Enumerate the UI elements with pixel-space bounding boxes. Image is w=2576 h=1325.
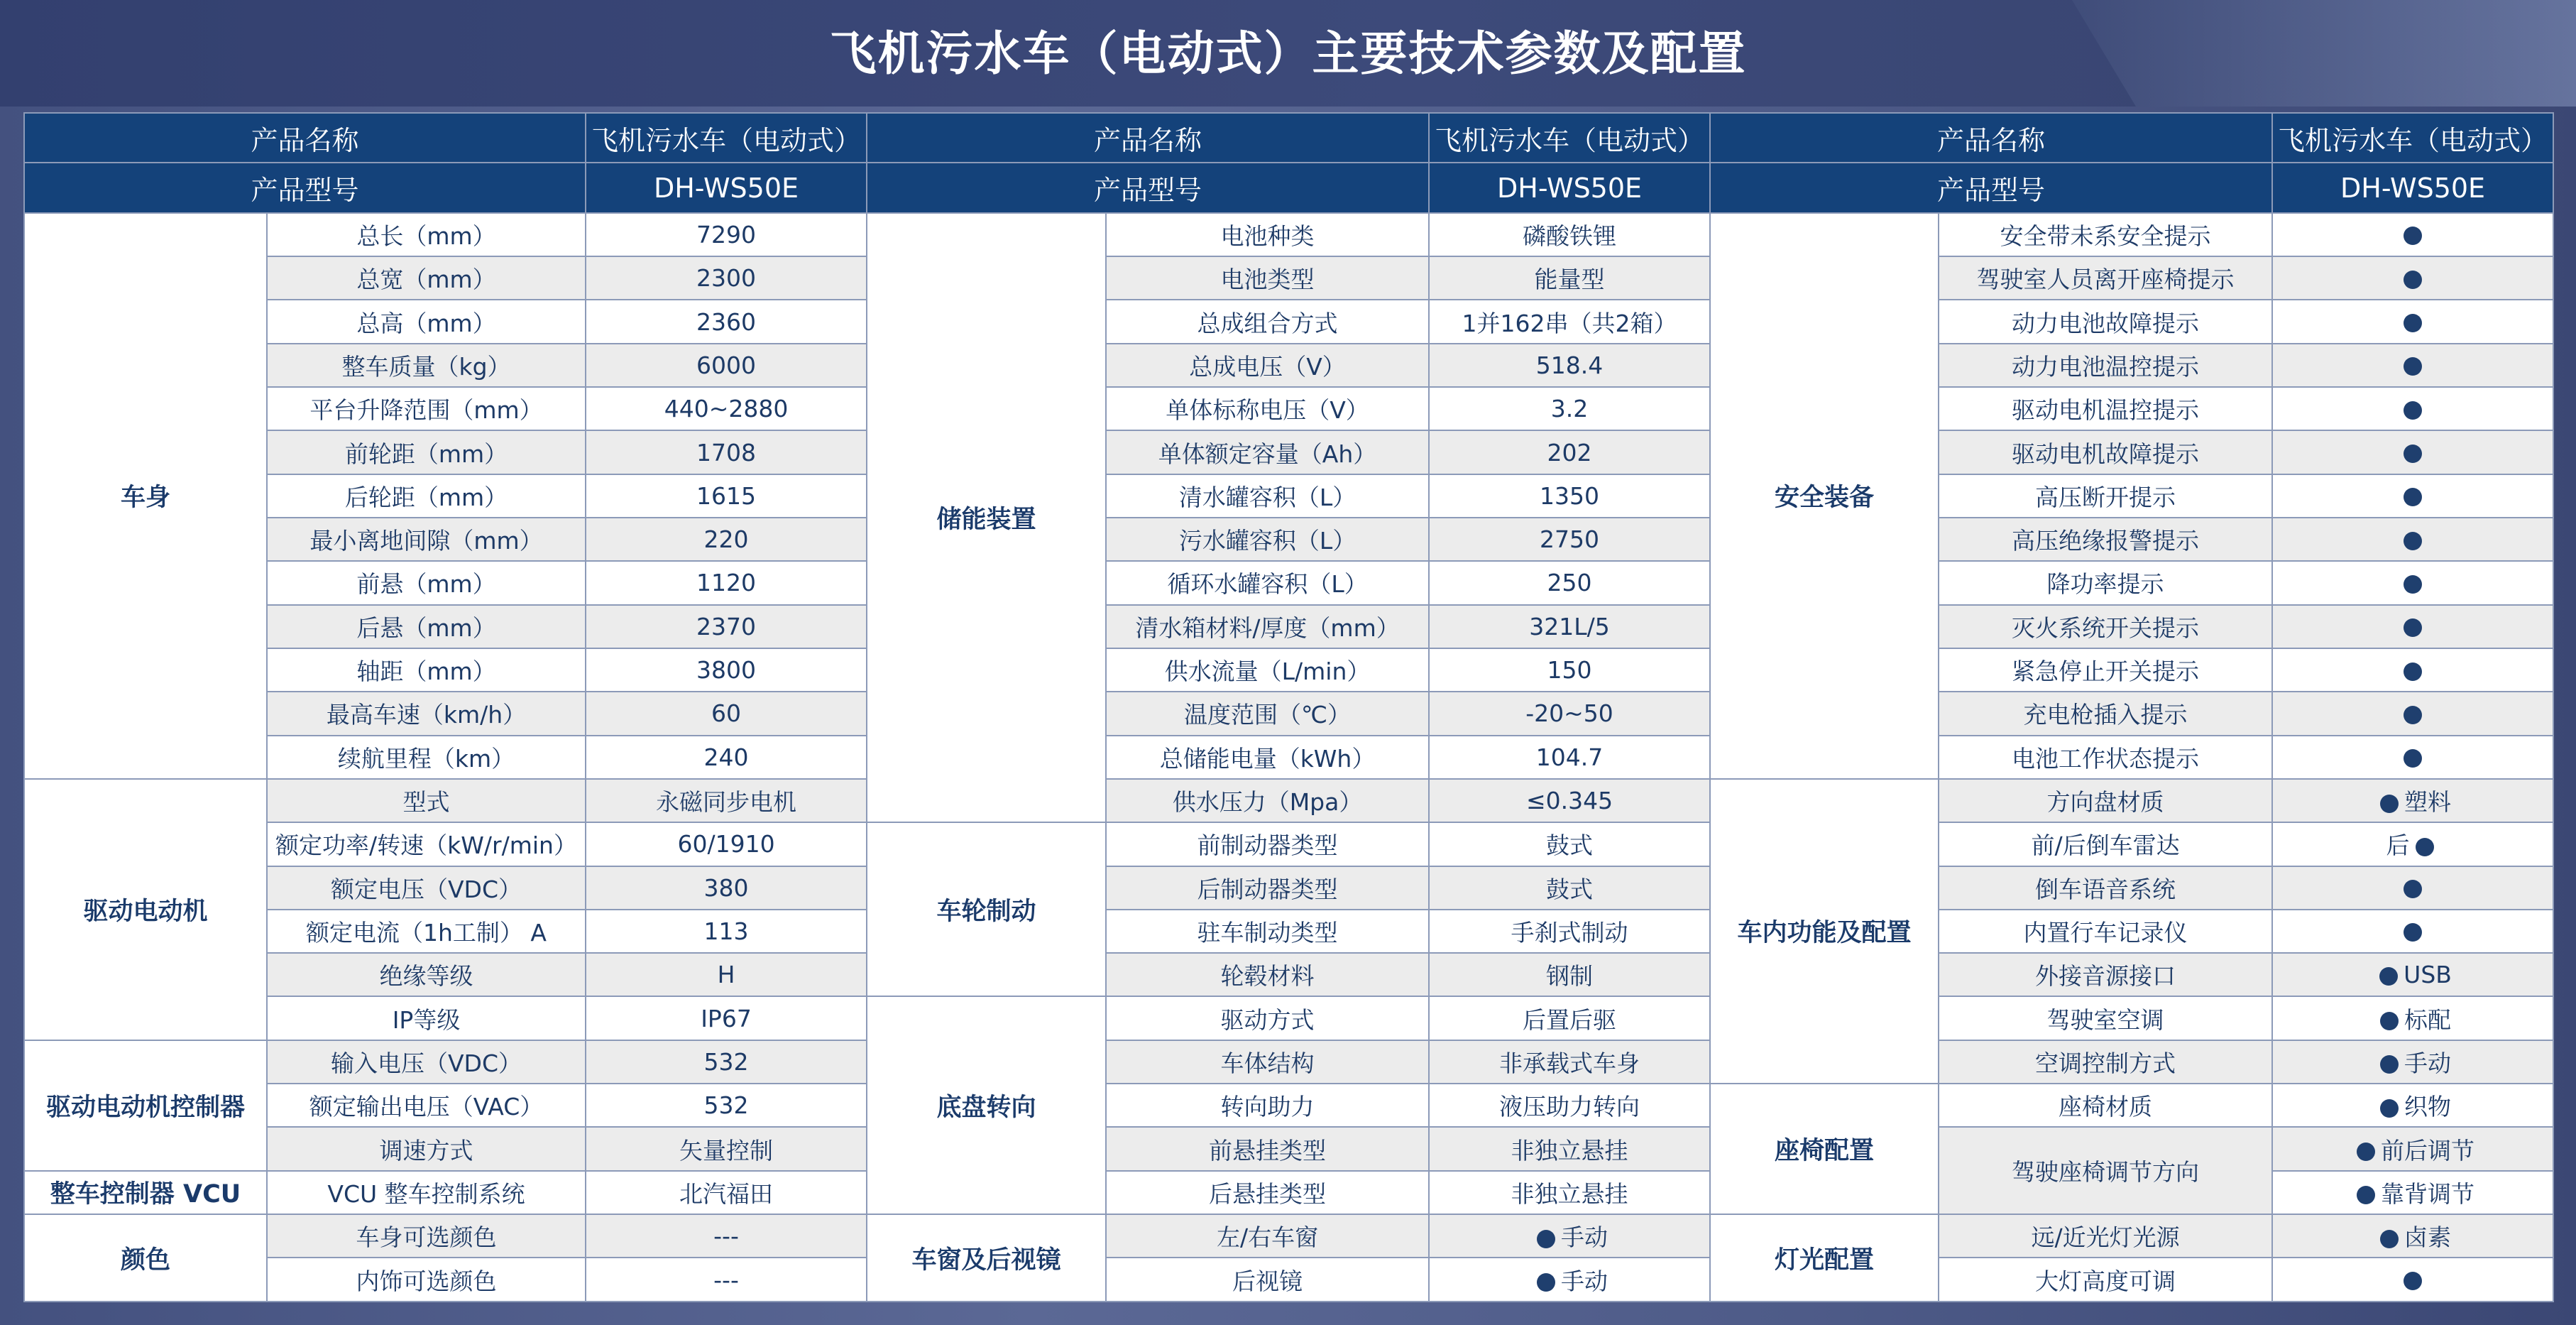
spec-label: 高压断开提示 bbox=[1939, 474, 2272, 518]
spec-label: 充电枪插入提示 bbox=[1939, 692, 2272, 735]
spec-value: 240 bbox=[586, 736, 867, 779]
table-row bbox=[24, 344, 2553, 387]
spec-label: 前悬（mm） bbox=[267, 561, 586, 604]
bullet-dot-icon bbox=[2357, 1143, 2375, 1161]
spec-value: 1615 bbox=[586, 474, 867, 518]
group-label: 储能装置 bbox=[867, 213, 1106, 822]
table-row bbox=[24, 692, 2553, 735]
spec-label: 驱动电机故障提示 bbox=[1939, 430, 2272, 474]
spec-label: 轮毂材料 bbox=[1106, 953, 1429, 996]
spec-label: 清水罐容积（L） bbox=[1106, 474, 1429, 518]
bullet-dot-icon bbox=[2404, 575, 2422, 594]
spec-label: 总长（mm） bbox=[267, 213, 586, 256]
bullet-dot-icon bbox=[1537, 1273, 1555, 1292]
bullet-dot-icon bbox=[2404, 1272, 2422, 1290]
spec-value bbox=[2272, 605, 2553, 648]
spec-value bbox=[2272, 213, 2553, 256]
table-row bbox=[24, 256, 2553, 300]
bullet-dot-icon bbox=[2380, 1230, 2399, 1248]
bullet-dot-icon bbox=[2379, 967, 2398, 986]
spec-value bbox=[2272, 1127, 2553, 1170]
spec-value: 250 bbox=[1429, 561, 1710, 604]
spec-value: 非承载式车身 bbox=[1429, 1040, 1710, 1084]
spec-value: 后置后驱 bbox=[1429, 996, 1710, 1040]
table-row bbox=[24, 953, 2553, 996]
header-model-label: 产品型号 bbox=[1710, 163, 2272, 212]
spec-label: 远/近光灯光源 bbox=[1939, 1214, 2272, 1258]
spec-label: 方向盘材质 bbox=[1939, 779, 2272, 822]
table-row bbox=[24, 822, 2553, 866]
spec-value bbox=[1429, 1258, 1710, 1302]
spec-label: 电池种类 bbox=[1106, 213, 1429, 256]
spec-label: 内饰可选颜色 bbox=[267, 1258, 586, 1302]
bullet-dot-icon bbox=[2380, 795, 2399, 813]
bullet-dot-icon bbox=[2404, 880, 2422, 898]
spec-label: 型式 bbox=[267, 779, 586, 822]
spec-label: 驾驶室人员离开座椅提示 bbox=[1939, 256, 2272, 300]
spec-value bbox=[2272, 256, 2553, 300]
spec-label: 总成组合方式 bbox=[1106, 300, 1429, 343]
bullet-dot-icon bbox=[2380, 1012, 2399, 1030]
group-label: 座椅配置 bbox=[1710, 1084, 1939, 1214]
spec-value: 532 bbox=[586, 1040, 867, 1084]
bullet-dot-icon bbox=[1537, 1230, 1555, 1248]
spec-value: 7290 bbox=[586, 213, 867, 256]
spec-label: 污水罐容积（L） bbox=[1106, 518, 1429, 561]
spec-value: 518.4 bbox=[1429, 344, 1710, 387]
spec-value: 104.7 bbox=[1429, 736, 1710, 779]
spec-value bbox=[1429, 1214, 1710, 1258]
spec-value: 1并162串（共2箱） bbox=[1429, 300, 1710, 343]
spec-value: 6000 bbox=[586, 344, 867, 387]
spec-value bbox=[2272, 648, 2553, 692]
spec-value: 能量型 bbox=[1429, 256, 1710, 300]
bullet-dot-icon bbox=[2416, 838, 2434, 856]
header-model-label: 产品型号 bbox=[867, 163, 1429, 212]
spec-label: 调速方式 bbox=[267, 1127, 586, 1170]
spec-label: 最高车速（km/h） bbox=[267, 692, 586, 735]
bullet-dot-icon bbox=[2404, 618, 2422, 637]
table-row bbox=[24, 213, 2553, 256]
group-label: 底盘转向 bbox=[867, 996, 1106, 1214]
header-name-value: 飞机污水车（电动式） bbox=[2272, 113, 2553, 163]
header-model-value: DH-WS50E bbox=[1429, 163, 1710, 212]
spec-label: 前轮距（mm） bbox=[267, 430, 586, 474]
spec-value: IP67 bbox=[586, 996, 867, 1040]
table-row bbox=[24, 561, 2553, 604]
spec-label: 车身可选颜色 bbox=[267, 1214, 586, 1258]
spec-label: 驻车制动类型 bbox=[1106, 910, 1429, 953]
table-row bbox=[24, 518, 2553, 561]
spec-table bbox=[23, 112, 2554, 1302]
header-model-label: 产品型号 bbox=[24, 163, 586, 212]
spec-label: 平台升降范围（mm） bbox=[267, 387, 586, 430]
spec-value bbox=[2272, 1171, 2553, 1214]
spec-label: 总宽（mm） bbox=[267, 256, 586, 300]
spec-label: 后悬挂类型 bbox=[1106, 1171, 1429, 1214]
config-value-text: 手动 bbox=[1561, 1223, 1608, 1252]
table-row bbox=[24, 430, 2553, 474]
config-value-text: 塑料 bbox=[2404, 788, 2452, 817]
spec-value bbox=[2272, 430, 2553, 474]
spec-label: 外接音源接口 bbox=[1939, 953, 2272, 996]
group-label: 车内功能及配置 bbox=[1710, 779, 1939, 1084]
spec-label: 额定功率/转速（kW/r/min） bbox=[267, 822, 586, 866]
header-model-value: DH-WS50E bbox=[586, 163, 867, 212]
table-row bbox=[24, 1214, 2553, 1258]
spec-value: 150 bbox=[1429, 648, 1710, 692]
spec-label: 循环水罐容积（L） bbox=[1106, 561, 1429, 604]
spec-value: 2750 bbox=[1429, 518, 1710, 561]
spec-value bbox=[2272, 474, 2553, 518]
group-label: 颜色 bbox=[24, 1214, 267, 1302]
spec-label: 单体额定容量（Ah） bbox=[1106, 430, 1429, 474]
table-row bbox=[24, 605, 2553, 648]
spec-value bbox=[2272, 779, 2553, 822]
spec-value: 手刹式制动 bbox=[1429, 910, 1710, 953]
spec-label: 驱动电机温控提示 bbox=[1939, 387, 2272, 430]
bullet-dot-icon bbox=[2404, 227, 2422, 245]
spec-value bbox=[2272, 910, 2553, 953]
config-value-text: 织物 bbox=[2404, 1093, 2452, 1121]
spec-label: 输入电压（VDC） bbox=[267, 1040, 586, 1084]
spec-label: 单体标称电压（V） bbox=[1106, 387, 1429, 430]
table-row bbox=[24, 300, 2553, 343]
spec-value bbox=[2272, 866, 2553, 910]
header-name-label: 产品名称 bbox=[24, 113, 586, 163]
spec-value: 非独立悬挂 bbox=[1429, 1127, 1710, 1170]
spec-label: 绝缘等级 bbox=[267, 953, 586, 996]
spec-label: 轴距（mm） bbox=[267, 648, 586, 692]
spec-value bbox=[2272, 822, 2553, 866]
bullet-dot-icon bbox=[2404, 706, 2422, 724]
spec-value: 永磁同步电机 bbox=[586, 779, 867, 822]
spec-label: 整车质量（kg） bbox=[267, 344, 586, 387]
spec-label: 后视镜 bbox=[1106, 1258, 1429, 1302]
header-name-label: 产品名称 bbox=[1710, 113, 2272, 163]
header-model-value: DH-WS50E bbox=[2272, 163, 2553, 212]
spec-label: 空调控制方式 bbox=[1939, 1040, 2272, 1084]
header-name-label: 产品名称 bbox=[867, 113, 1429, 163]
spec-label: 动力电池故障提示 bbox=[1939, 300, 2272, 343]
spec-label: 紧急停止开关提示 bbox=[1939, 648, 2272, 692]
group-label: 车轮制动 bbox=[867, 822, 1106, 996]
bullet-dot-icon bbox=[2404, 662, 2422, 681]
header-name-value: 飞机污水车（电动式） bbox=[1429, 113, 1710, 163]
spec-label: 高压绝缘报警提示 bbox=[1939, 518, 2272, 561]
spec-label: 续航里程（km） bbox=[267, 736, 586, 779]
table-row bbox=[24, 1084, 2553, 1127]
spec-value bbox=[2272, 692, 2553, 735]
bullet-dot-icon bbox=[2404, 923, 2422, 942]
group-label: 安全装备 bbox=[1710, 213, 1939, 779]
spec-label: 前/后倒车雷达 bbox=[1939, 822, 2272, 866]
table-row bbox=[24, 1040, 2553, 1084]
bullet-dot-icon bbox=[2380, 1099, 2399, 1118]
spec-label: 左/右车窗 bbox=[1106, 1214, 1429, 1258]
spec-label: 大灯高度可调 bbox=[1939, 1258, 2272, 1302]
spec-label: VCU 整车控制系统 bbox=[267, 1171, 586, 1214]
spec-value bbox=[2272, 387, 2553, 430]
table-row bbox=[24, 779, 2553, 822]
spec-label: 额定输出电压（VAC） bbox=[267, 1084, 586, 1127]
spec-value: 2360 bbox=[586, 300, 867, 343]
spec-label: 后轮距（mm） bbox=[267, 474, 586, 518]
spec-label: 安全带未系安全提示 bbox=[1939, 213, 2272, 256]
spec-label: 灭火系统开关提示 bbox=[1939, 605, 2272, 648]
spec-value: 北汽福田 bbox=[586, 1171, 867, 1214]
table-row bbox=[24, 1127, 2553, 1170]
spec-value: 532 bbox=[586, 1084, 867, 1127]
group-label: 车身 bbox=[24, 213, 267, 779]
spec-value bbox=[2272, 1040, 2553, 1084]
spec-value bbox=[2272, 996, 2553, 1040]
spec-value: 321L/5 bbox=[1429, 605, 1710, 648]
group-label: 驱动电动机控制器 bbox=[24, 1040, 267, 1171]
table-row bbox=[24, 387, 2553, 430]
spec-value: 220 bbox=[586, 518, 867, 561]
spec-value: 3800 bbox=[586, 648, 867, 692]
spec-value bbox=[2272, 736, 2553, 779]
spec-label: 动力电池温控提示 bbox=[1939, 344, 2272, 387]
group-label: 驱动电动机 bbox=[24, 779, 267, 1040]
table-row bbox=[24, 910, 2553, 953]
bullet-dot-icon bbox=[2404, 445, 2422, 463]
spec-value: --- bbox=[586, 1214, 867, 1258]
spec-label: 转向助力 bbox=[1106, 1084, 1429, 1127]
group-label: 灯光配置 bbox=[1710, 1214, 1939, 1302]
config-value-text: 后 bbox=[2386, 831, 2410, 860]
spec-label: 额定电流（1h工制） A bbox=[267, 910, 586, 953]
spec-value bbox=[2272, 1084, 2553, 1127]
bullet-dot-icon bbox=[2404, 357, 2422, 376]
spec-value bbox=[2272, 561, 2553, 604]
spec-label: 降功率提示 bbox=[1939, 561, 2272, 604]
spec-value: 非独立悬挂 bbox=[1429, 1171, 1710, 1214]
spec-value: 2370 bbox=[586, 605, 867, 648]
config-value-text: 标配 bbox=[2404, 1005, 2452, 1034]
spec-label: 电池类型 bbox=[1106, 256, 1429, 300]
spec-value: 1120 bbox=[586, 561, 867, 604]
bullet-dot-icon bbox=[2404, 749, 2422, 768]
spec-label: 前制动器类型 bbox=[1106, 822, 1429, 866]
spec-value: 113 bbox=[586, 910, 867, 953]
spec-label: 前悬挂类型 bbox=[1106, 1127, 1429, 1170]
spec-value: H bbox=[586, 953, 867, 996]
spec-label: 内置行车记录仪 bbox=[1939, 910, 2272, 953]
spec-label: 供水压力（Mpa） bbox=[1106, 779, 1429, 822]
spec-value: 202 bbox=[1429, 430, 1710, 474]
config-value-text: 手动 bbox=[1561, 1267, 1608, 1295]
spec-label: 总储能电量（kWh） bbox=[1106, 736, 1429, 779]
spec-label: 车体结构 bbox=[1106, 1040, 1429, 1084]
spec-label: 驾驶室空调 bbox=[1939, 996, 2272, 1040]
spec-value: 440~2880 bbox=[586, 387, 867, 430]
spec-label: 座椅材质 bbox=[1939, 1084, 2272, 1127]
spec-value: 矢量控制 bbox=[586, 1127, 867, 1170]
spec-value bbox=[2272, 300, 2553, 343]
spec-label: 总高（mm） bbox=[267, 300, 586, 343]
table-row bbox=[24, 648, 2553, 692]
spec-value: 2300 bbox=[586, 256, 867, 300]
spec-label: 后制动器类型 bbox=[1106, 866, 1429, 910]
page-title: 飞机污水车（电动式）主要技术参数及配置 bbox=[829, 26, 1747, 81]
spec-label: 清水箱材料/厚度（mm） bbox=[1106, 605, 1429, 648]
spec-value: 60/1910 bbox=[586, 822, 867, 866]
bullet-dot-icon bbox=[2404, 488, 2422, 506]
spec-label: 后悬（mm） bbox=[267, 605, 586, 648]
spec-value: 60 bbox=[586, 692, 867, 735]
bullet-dot-icon bbox=[2404, 314, 2422, 332]
spec-value: 1708 bbox=[586, 430, 867, 474]
table-row bbox=[24, 1258, 2553, 1302]
table-row bbox=[24, 474, 2553, 518]
spec-label: 温度范围（℃） bbox=[1106, 692, 1429, 735]
bullet-dot-icon bbox=[2404, 271, 2422, 289]
spec-value: 380 bbox=[586, 866, 867, 910]
spec-value: 鼓式 bbox=[1429, 822, 1710, 866]
spec-value bbox=[2272, 953, 2553, 996]
spec-value: 3.2 bbox=[1429, 387, 1710, 430]
spec-value: --- bbox=[586, 1258, 867, 1302]
spec-label: 倒车语音系统 bbox=[1939, 866, 2272, 910]
header-name-value: 飞机污水车（电动式） bbox=[586, 113, 867, 163]
spec-value: 钢制 bbox=[1429, 953, 1710, 996]
bullet-dot-icon bbox=[2404, 401, 2422, 420]
spec-value bbox=[2272, 1214, 2553, 1258]
spec-label: 驾驶座椅调节方向 bbox=[1939, 1127, 2272, 1214]
spec-label: IP等级 bbox=[267, 996, 586, 1040]
bullet-dot-icon bbox=[2357, 1186, 2375, 1204]
spec-label: 总成电压（V） bbox=[1106, 344, 1429, 387]
config-value-text: 手动 bbox=[2404, 1049, 2452, 1077]
spec-label: 电池工作状态提示 bbox=[1939, 736, 2272, 779]
spec-value bbox=[2272, 344, 2553, 387]
group-label: 整车控制器 VCU bbox=[24, 1171, 267, 1214]
spec-value: 1350 bbox=[1429, 474, 1710, 518]
table-row bbox=[24, 736, 2553, 779]
table-row bbox=[24, 996, 2553, 1040]
bullet-dot-icon bbox=[2380, 1055, 2399, 1074]
table-row bbox=[24, 866, 2553, 910]
spec-value: 液压助力转向 bbox=[1429, 1084, 1710, 1127]
spec-value bbox=[2272, 1258, 2553, 1302]
spec-label: 供水流量（L/min） bbox=[1106, 648, 1429, 692]
spec-label: 驱动方式 bbox=[1106, 996, 1429, 1040]
spec-value: 鼓式 bbox=[1429, 866, 1710, 910]
config-value-text: 靠背调节 bbox=[2381, 1179, 2475, 1208]
spec-label: 额定电压（VDC） bbox=[267, 866, 586, 910]
config-value-text: 卤素 bbox=[2404, 1223, 2452, 1252]
spec-value bbox=[2272, 518, 2553, 561]
config-value-text: USB bbox=[2404, 961, 2452, 989]
spec-value: 磷酸铁锂 bbox=[1429, 213, 1710, 256]
group-label: 车窗及后视镜 bbox=[867, 1214, 1106, 1302]
config-value-text: 前后调节 bbox=[2381, 1136, 2475, 1165]
spec-value: ≤0.345 bbox=[1429, 779, 1710, 822]
bullet-dot-icon bbox=[2404, 532, 2422, 550]
spec-value: -20~50 bbox=[1429, 692, 1710, 735]
spec-label: 最小离地间隙（mm） bbox=[267, 518, 586, 561]
